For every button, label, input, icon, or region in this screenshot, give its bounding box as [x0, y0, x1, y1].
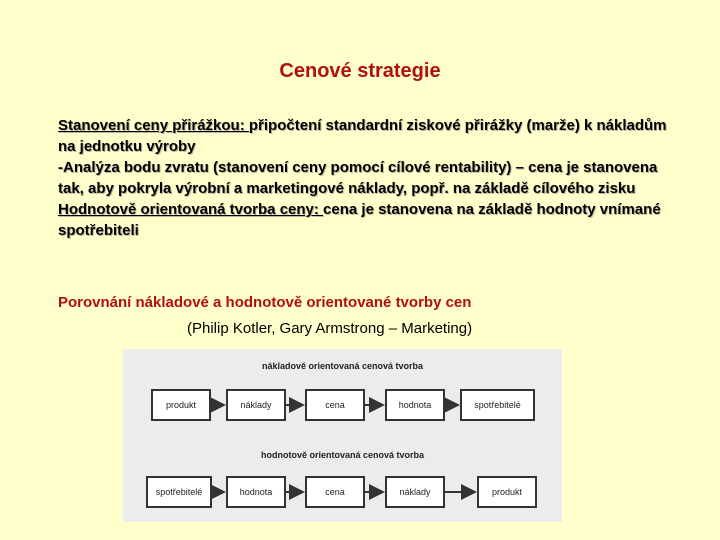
- flow-box-bottom-5: produkt: [477, 476, 537, 508]
- value-pricing-label: Hodnotově orientovaná tvorba ceny:: [58, 201, 324, 218]
- paragraph-break-even: -Analýza bodu zvratu (stanovení ceny pomocí cílové rentability) – cena je stanovena tak, aby pokryla výrobní a marketingové náklady, popř. na základě cílového zisku: [58, 159, 658, 197]
- paragraph-markup-pricing: [58, 115, 678, 157]
- flow-box-bottom-2: hodnota: [226, 476, 286, 508]
- slide-title: Cenové strategie: [279, 60, 441, 82]
- markup-pricing-label: Stanovení ceny přirážkou:: [58, 117, 249, 134]
- slide-body: [58, 115, 678, 241]
- flow-box-top-2: náklady: [226, 389, 286, 421]
- flow-box-top-4: hodnota: [385, 389, 445, 421]
- value-based-title: hodnotově orientovaná cenová tvorba: [260, 450, 425, 460]
- comparison-heading: Porovnání nákladové a hodnotově orientované tvorby cen: [58, 294, 472, 311]
- flow-box-bottom-4: náklady: [385, 476, 445, 508]
- cost-based-title: nákladově orientovaná cenová tvorba: [261, 361, 424, 371]
- paragraph-value-pricing: [58, 199, 678, 241]
- markup-pricing-text: připočtení standardní ziskové přirážky (marže) k nákladům na jednotku výroby: [58, 117, 667, 155]
- flow-box-top-3: cena: [305, 389, 365, 421]
- flow-box-top-1: produkt: [151, 389, 211, 421]
- pricing-flow-figure: [123, 349, 562, 522]
- value-pricing-text: cena je stanovena na základě hodnoty vnímané spotřebiteli: [58, 201, 661, 239]
- flow-box-bottom-1: spotřebitelé: [146, 476, 212, 508]
- citation: (Philip Kotler, Gary Armstrong – Marketing): [187, 320, 473, 337]
- flow-box-top-5: spotřebitelé: [460, 389, 535, 421]
- flow-box-bottom-3: cena: [305, 476, 365, 508]
